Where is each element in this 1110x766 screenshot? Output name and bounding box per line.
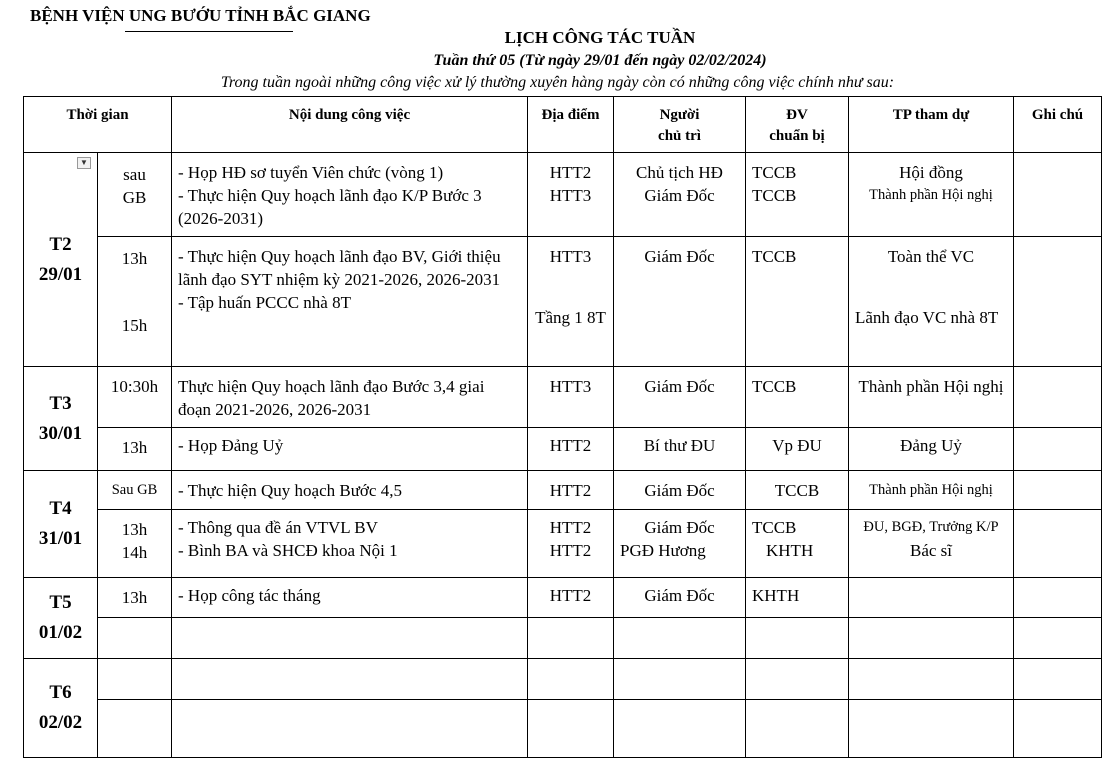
prep-cell: TCCB TCCB — [746, 153, 849, 237]
table-row — [24, 471, 1102, 510]
day-cell-thu: T5 01/02 — [24, 578, 98, 659]
attendees-cell: Hội đồng Thành phần Hội nghị — [849, 153, 1014, 237]
col-prep: ĐV chuẩn bị — [746, 97, 849, 153]
place-cell: HTT3 — [528, 367, 614, 428]
week-range: Tuần thứ 05 (Từ ngày 29/01 đến ngày 02/02/2024) — [433, 52, 767, 69]
time-cell: 13h — [98, 578, 172, 618]
col-host: Người chủ trì — [614, 97, 746, 153]
table-row — [24, 578, 1102, 618]
table-row — [24, 367, 1102, 428]
table-row — [24, 618, 1102, 659]
note-cell — [1014, 237, 1102, 367]
host-cell: Chủ tịch HĐ Giám Đốc — [614, 153, 746, 237]
attendees-cell: Đảng Uỷ — [849, 428, 1014, 471]
attendees-cell — [849, 578, 1014, 618]
content-cell: - Thực hiện Quy hoạch Bước 4,5 — [172, 471, 528, 510]
prep-cell: TCCB — [746, 237, 849, 367]
place-cell: HTT3 Tầng 1 8T — [528, 237, 614, 367]
table-row — [24, 659, 1102, 700]
content-cell: - Họp Đảng Uỷ — [172, 428, 528, 471]
time-cell: Sau GB — [98, 471, 172, 510]
day-cell-fri: T6 02/02 — [24, 659, 98, 758]
host-cell: Bí thư ĐU — [614, 428, 746, 471]
note-cell — [1014, 367, 1102, 428]
time-cell: 13h — [98, 428, 172, 471]
host-cell: Giám Đốc — [614, 578, 746, 618]
table-row — [24, 237, 1102, 367]
place-cell: HTT2 — [528, 578, 614, 618]
note-cell — [1014, 428, 1102, 471]
time-cell: sau GB — [98, 153, 172, 237]
dropdown-arrow-icon[interactable]: ▼ — [77, 157, 91, 169]
intro-text: Trong tuần ngoài những công việc xử lý thường xuyên hàng ngày còn có những công việc chính như sau: — [220, 74, 895, 91]
place-cell: HTT2 — [528, 471, 614, 510]
prep-cell: TCCB — [746, 367, 849, 428]
note-cell — [1014, 153, 1102, 237]
schedule-table — [23, 96, 1102, 758]
table-row — [24, 428, 1102, 471]
table-row — [24, 510, 1102, 578]
host-cell: Giám Đốc PGĐ Hương — [614, 510, 746, 578]
attendees-cell: ĐU, BGĐ, Trưởng K/P Bác sĩ — [849, 510, 1014, 578]
prep-cell: Vp ĐU — [746, 428, 849, 471]
place-cell: HTT2 HTT2 — [528, 510, 614, 578]
time-cell: 10:30h — [98, 367, 172, 428]
attendees-cell: Thành phần Hội nghị — [849, 367, 1014, 428]
time-cell: 13h 14h — [98, 510, 172, 578]
prep-cell: KHTH — [746, 578, 849, 618]
time-cell: 13h 15h — [98, 237, 172, 367]
host-cell: Giám Đốc — [614, 367, 746, 428]
content-cell: Thực hiện Quy hoạch lãnh đạo Bước 3,4 giai đoạn 2021-2026, 2026-2031 — [172, 367, 528, 428]
attendees-cell: Thành phần Hội nghị — [849, 471, 1014, 510]
note-cell — [1014, 578, 1102, 618]
prep-cell: TCCB KHTH — [746, 510, 849, 578]
header-row — [24, 97, 1102, 153]
col-time: Thời gian — [24, 97, 172, 153]
content-cell: - Họp công tác tháng — [172, 578, 528, 618]
day-cell-tue: T3 30/01 — [24, 367, 98, 471]
table-row — [24, 153, 1102, 237]
organization-name: BỆNH VIỆN UNG BƯỚU TỈNH BẮC GIANG — [30, 6, 371, 25]
day-cell-wed: T4 31/01 — [24, 471, 98, 578]
content-cell: - Họp HĐ sơ tuyển Viên chức (vòng 1) - Thực hiện Quy hoạch lãnh đạo K/P Bước 3 (2026-2031) — [172, 153, 528, 237]
content-cell: - Thông qua đề án VTVL BV - Bình BA và SHCĐ khoa Nội 1 — [172, 510, 528, 578]
host-cell: Giám Đốc — [614, 471, 746, 510]
host-cell: Giám Đốc — [614, 237, 746, 367]
attendees-cell: Toàn thể VC Lãnh đạo VC nhà 8T — [849, 237, 1014, 367]
col-place: Địa điểm — [528, 97, 614, 153]
place-cell: HTT2 — [528, 428, 614, 471]
col-content: Nội dung công việc — [172, 97, 528, 153]
day-cell-mon: ▼ T2 29/01 — [24, 153, 98, 367]
page-title: LỊCH CÔNG TÁC TUẦN — [504, 28, 696, 47]
col-note: Ghi chú — [1014, 97, 1102, 153]
col-attendees: TP tham dự — [849, 97, 1014, 153]
place-cell: HTT2 HTT3 — [528, 153, 614, 237]
note-cell — [1014, 471, 1102, 510]
prep-cell: TCCB — [746, 471, 849, 510]
content-cell: - Thực hiện Quy hoạch lãnh đạo BV, Giới thiệu lãnh đạo SYT nhiệm kỳ 2021-2026, 2026-2031 - Tập huấn PCCC nhà 8T — [172, 237, 528, 367]
note-cell — [1014, 510, 1102, 578]
table-row — [24, 700, 1102, 758]
